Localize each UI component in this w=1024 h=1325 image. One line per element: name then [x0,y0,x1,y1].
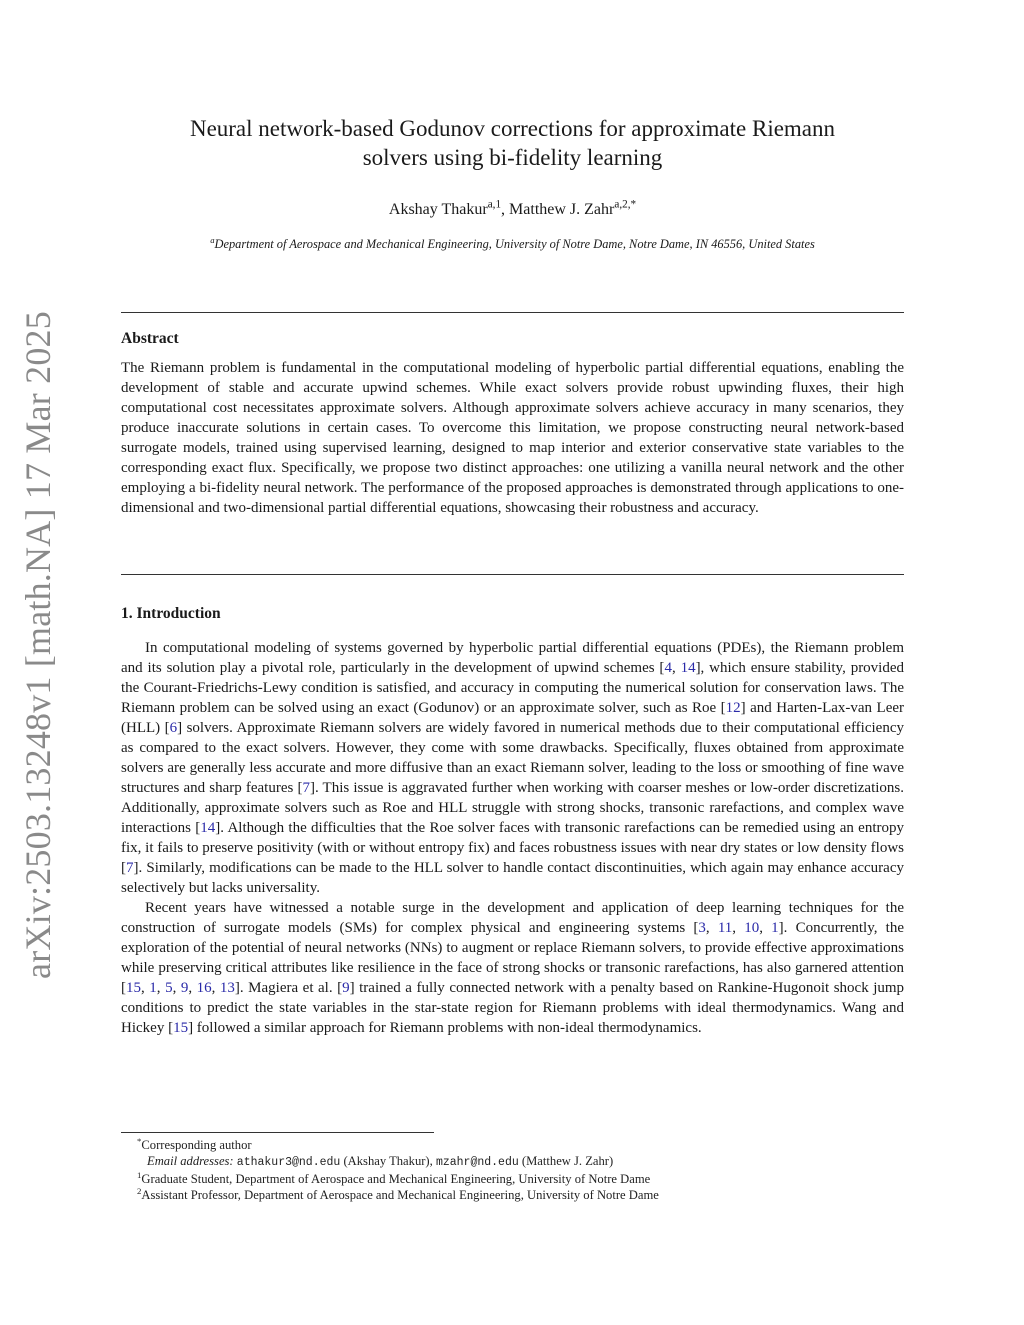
citation-link[interactable]: 7 [302,780,310,796]
title-line-2: solvers using bi-fidelity learning [362,145,663,170]
citation-link[interactable]: 15 [126,980,141,996]
citation-link[interactable]: 1 [771,920,779,936]
citation-link[interactable]: 12 [725,700,741,716]
footnote-emails: Email addresses: athakur3@nd.edu (Akshay Thakur), mzahr@nd.edu (Matthew J. Zahr) [147,1154,614,1169]
intro-paragraph-2: Recent years have witnessed a notable surge in the development and application of deep learning techniques for the construction of surrogate models (SMs) for complex physical and engineering systems [3, 11, 10, 1]. Concurrently, the exploration of the potential of neural networks (NNs) to augment or replace Riemann solvers, to provide effective approximations while preserving critical attributes like resilience in the face of strong shocks or transonic rarefactions, has also garnered attention [15, 1, 5, 9, 16, 13]. Magiera et al. [9] trained a fully connected network with a penalty based on Rankine-Hugonoit shock jump conditions to predict the state variables in the star-state region for Riemann problems with ideal thermodynamics. Wang and Hickey [15] followed a similar approach for Riemann problems with non-ideal thermodynamics. [121,900,905,1036]
citation-link[interactable]: 9 [342,980,350,996]
arxiv-identifier: arXiv:2503.13248v1 [math.NA] 17 Mar 2025 [18,311,58,979]
citation-link[interactable]: 4 [664,660,672,676]
abstract-bottom-rule [121,574,904,575]
citation-link[interactable]: 16 [196,980,212,996]
affiliation [121,234,904,252]
author-2: Matthew J. Zahr [509,201,615,218]
citation-link[interactable]: 5 [165,980,173,996]
citation-link[interactable]: 10 [744,920,760,936]
citation-link[interactable]: 6 [169,720,178,736]
paper-title [121,114,904,172]
abstract-top-rule [121,312,904,313]
citation-link[interactable]: 13 [219,980,235,996]
citation-link[interactable]: 3 [698,920,706,936]
affiliation-mark: a [210,234,215,245]
citation-link[interactable]: 1 [149,980,157,996]
affiliation-text: Department of Aerospace and Mechanical Engineering, University of Notre Dame, Notre Dame, IN 46556, United States [214,237,815,251]
intro-paragraph-1: In computational modeling of systems governed by hyperbolic partial differential equations (PDEs), the Riemann problem and its solution play a pivotal role, particularly in the development of upwind schemes [4, 14], which ensure stability, provided the Courant-Friedrichs-Lewy condition is satisfied, and accuracy in computing the numerical solution for conservation laws. The Riemann problem can be solved using an exact (Godunov) or an approximate solver, such as Roe [12] and Harten-Lax-van Leer (HLL) [6] solvers. Approximate Riemann solvers are widely favored in numerical methods due to their computational efficiency as compared to the exact solvers. However, they come with some drawbacks. Specifically, fluxes obtained from approximate solvers are generally less accurate and more diffusive than an exact Riemann solver, leading to the loss or smoothing of fine wave structures and sharp features [7]. This issue is aggravated further when working with coarser meshes or low-order discretizations. Additionally, approximate solvers such as Roe and HLL struggle with strong shocks, transonic rarefactions, and complex wave interactions [14]. Although the difficulties that the Roe solver faces with transonic rarefactions can be remedied using an entropy fix, it fails to preserve positivity (with or without entropy fix) and faces robustness issues with near dry states or low density flows [7]. Similarly, modifications can be made to the HLL solver to handle contact discontinuities, which again may enhance accuracy selectively but lacks universality. [121,640,905,896]
section-heading-introduction: 1. Introduction [121,605,221,622]
author-1-marks: a,1 [487,198,502,211]
citation-link[interactable]: 11 [717,920,733,936]
author-1: Akshay Thakur [388,201,488,218]
citation-link[interactable]: 14 [200,820,216,836]
citation-link[interactable]: 15 [173,1020,189,1036]
footnotes [121,1137,904,1203]
author-separator: , [501,201,510,218]
email-link-2[interactable]: mzahr@nd.edu [435,1156,519,1169]
citation-link[interactable]: 14 [680,660,696,676]
citation-link[interactable]: 9 [180,980,189,996]
introduction-body [121,638,904,1038]
arxiv-sidebar [8,311,68,979]
footnote-2: $^2$Assistant Professor, Department of Aerospace and Mechanical Engineering, University of Notre Dame [137,1185,659,1202]
title-line-1: Neural network-based Godunov corrections for approximate Riemann [189,116,836,141]
abstract-text: The Riemann problem is fundamental in the computational modeling of hyperbolic partial differential equations, enabling the development of stable and accurate upwind schemes. While exact solvers provide robust upwinding fluxes, their high computational cost necessitates approximate solvers. Although approximate solvers achieve accuracy in many scenarios, they produce inaccurate solutions in certain cases. To overcome this limitation, we propose constructing neural network-based surrogate models, trained using supervised learning, designed to map interior and exterior conservative state variables to the corresponding exact flux. Specifically, we propose two distinct approaches: one utilizing a vanilla neural network and the other employing a bi-fidelity neural network. The performance of the proposed approaches is demonstrated through applications to one-dimensional and two-dimensional partial differential equations, showcasing their robustness and accuracy. [121,360,904,516]
author-2-marks: a,2,* [614,198,637,211]
citation-link[interactable]: 7 [126,860,134,876]
abstract-heading: Abstract [121,330,179,347]
author-list [121,198,904,219]
email-link-1[interactable]: athakur3@nd.edu [236,1156,341,1169]
footnote-rule [121,1132,434,1133]
footnote-corresponding: *Corresponding author [137,1135,252,1152]
footnote-1: $^1$Graduate Student, Department of Aerospace and Mechanical Engineering, University of Notre Dame [137,1169,651,1186]
